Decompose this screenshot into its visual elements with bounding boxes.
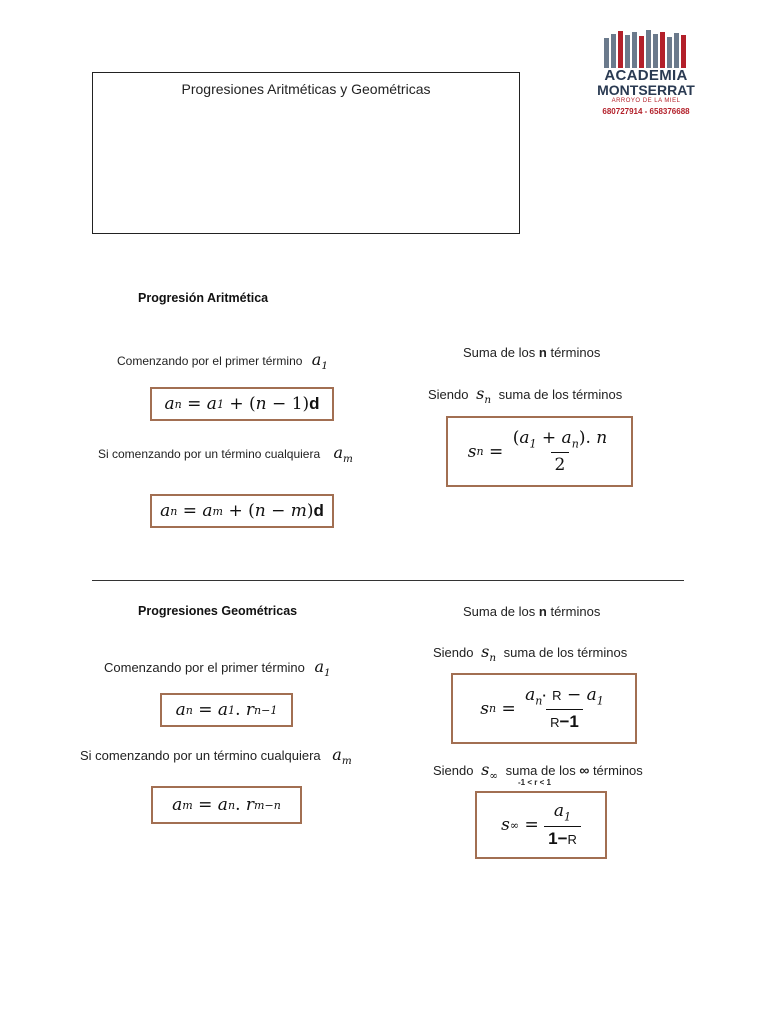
title-box (92, 72, 520, 234)
infinity-icon: ∞ (579, 762, 590, 778)
geom-nth-term-formula: a n = a 1 . r n−1 (160, 693, 293, 727)
arith-any-term-formula: a n = a m + ( n − m ) d (150, 494, 334, 528)
arith-nth-term-formula: a n = a 1 + ( n − 1) d (150, 387, 334, 421)
logo-academia: ACADEMIA (604, 67, 688, 84)
arith-sum-formula: s n = $\frac{(a_1 + a_n). n}{2}$ (446, 416, 633, 487)
geom-first-term-label: Comenzando por el primer término $a_1$ (104, 657, 331, 680)
geom-infinite-sum-formula: s ∞ = $\frac{a_1}{1-R}$ (475, 791, 607, 859)
section-divider (92, 580, 684, 581)
logo-montserrat: MONTSERRAT (597, 82, 695, 98)
logo-location: ARROYO DE LA MIEL (611, 98, 681, 104)
a1-symbol: $a_1$ (311, 350, 328, 373)
books-logo-icon (602, 30, 688, 68)
geom-any-term-label: Si comenzando por un término cualquiera $a_m$ (80, 745, 352, 768)
academy-logo (590, 30, 702, 122)
arith-siendo-line: Siendo $s_n$ suma de los términos (428, 384, 623, 407)
geom-sum-title: Suma de los n términos (463, 604, 601, 619)
geom-infinite-siendo-line: Siendo $s_\infty$ suma de los ∞ términos (433, 760, 643, 783)
arith-sum-title: Suma de los n términos (463, 345, 601, 360)
ratio-condition: -1 < r < 1 (518, 778, 551, 787)
logo-phones: 680727914 - 658376688 (602, 107, 690, 116)
am-symbol: $a_m$ (333, 443, 353, 466)
arith-first-term-label: Comenzando por el primer término $a_1$ (117, 350, 328, 373)
document-title: Progresiones Aritméticas y Geométricas (181, 81, 431, 97)
geom-siendo-line: Siendo $s_n$ suma de los términos (433, 642, 628, 665)
geometric-heading: Progresiones Geométricas (138, 604, 298, 618)
arith-any-term-label: Si comenzando por un término cualquiera $a_m$ (98, 443, 353, 466)
geom-sum-formula: s n = $\frac{a_n\cdot R - a_1}{R-1}$ (451, 673, 637, 744)
geom-any-term-formula: a m = a n . r m−n (151, 786, 302, 824)
arithmetic-heading: Progresión Aritmética (138, 291, 269, 305)
